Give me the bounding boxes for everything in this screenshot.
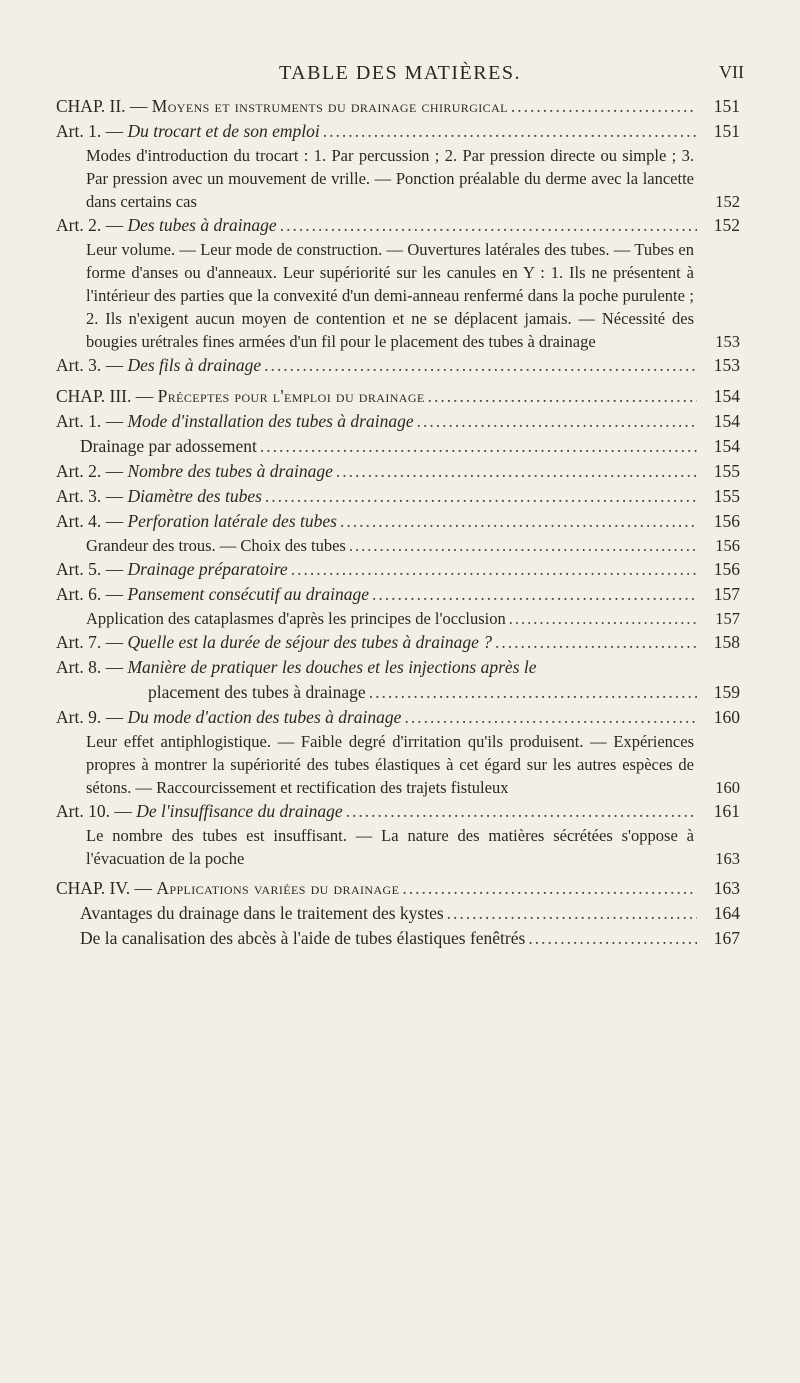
- subentry-title: De la canalisation des abcès à l'aide de tubes élastiques fenêtrés: [80, 928, 526, 948]
- toc-subentry[interactable]: [56, 926, 740, 951]
- chapter-number: CHAP. IV. —: [56, 878, 152, 898]
- toc-description: [56, 238, 740, 353]
- toc-article[interactable]: [56, 459, 740, 484]
- toc-description: [56, 824, 740, 870]
- page-number: 156: [715, 536, 740, 555]
- article-title: Pansement consécutif au drainage: [127, 584, 370, 604]
- article-number: Art. 6. —: [56, 584, 124, 604]
- toc-article[interactable]: [56, 509, 740, 534]
- leader-dots: [336, 459, 697, 484]
- leader-dots: [340, 509, 697, 534]
- chapter-title: Applications variées du drainage: [156, 878, 400, 898]
- article-number: Art. 4. —: [56, 511, 124, 531]
- description-text: Leur effet antiphlogistique. — Faible degré d'irritation qu'ils produisent. — Expériences propres à montrer la supériorité des tubes élastiques à cet égard sur les autres espèces de sétons. — Raccourcissement et rectification des trajets fistuleux: [86, 732, 694, 797]
- table-of-contents: [56, 88, 740, 951]
- toc-article[interactable]: [56, 799, 740, 824]
- description-text: Grandeur des trous. — Choix des tubes: [86, 536, 346, 555]
- page-number: 155: [713, 486, 740, 506]
- leader-dots: [372, 582, 697, 607]
- page-number: 152: [715, 192, 740, 211]
- page-number: 153: [715, 332, 740, 351]
- toc-description: [56, 534, 740, 557]
- article-title: Des fils à drainage: [127, 355, 262, 375]
- description-text: Application des cataplasmes d'après les principes de l'occlusion: [86, 609, 506, 628]
- toc-article[interactable]: [56, 705, 740, 730]
- page-number: 161: [713, 801, 740, 821]
- leader-dots: [280, 213, 697, 238]
- page-number: 154: [713, 411, 740, 431]
- article-number: Art. 5. —: [56, 559, 124, 579]
- toc-article[interactable]: [56, 353, 740, 378]
- toc-chapter-3[interactable]: [56, 384, 740, 409]
- leader-dots: [417, 409, 697, 434]
- leader-dots: [511, 94, 697, 119]
- leader-dots: [346, 799, 697, 824]
- article-number: Art. 10. —: [56, 801, 132, 821]
- article-title: Du trocart et de son emploi: [127, 121, 320, 141]
- toc-description: [56, 144, 740, 213]
- article-title-line2: placement des tubes à drainage: [148, 682, 366, 702]
- toc-article[interactable]: [56, 213, 740, 238]
- description-text: Leur volume. — Leur mode de construction. — Ouvertures latérales des tubes. — Tubes en forme d'anses ou d'anneaux. Leur supériorité sur les canules en Y : 1. Ils ne présentent à l'intérieur des parties que la convexité d'un demi-anneau renfermé dans la poche purulente ; 2. Ils n'exigent aucun moyen de contention et ne se déplacent jamais. — Nécessité des bougies urétrales fines armées d'un fil pour le placement des tubes à drainage: [86, 240, 694, 351]
- toc-article[interactable]: [56, 484, 740, 509]
- toc-description: [56, 607, 740, 630]
- article-number: Art. 3. —: [56, 355, 124, 375]
- article-title: Mode d'installation des tubes à drainage: [127, 411, 414, 431]
- toc-article-two-line[interactable]: [56, 655, 740, 705]
- article-number: Art. 7. —: [56, 632, 124, 652]
- description-text: Le nombre des tubes est insuffisant. — La nature des matières sécrétées s'oppose à l'évacuation de la poche: [86, 826, 694, 868]
- page-number: 167: [713, 928, 740, 948]
- page-number: 159: [713, 682, 740, 702]
- article-title: Perforation latérale des tubes: [127, 511, 337, 531]
- toc-article[interactable]: [56, 582, 740, 607]
- subentry-title: Drainage par adossement: [80, 436, 257, 456]
- toc-article[interactable]: [56, 409, 740, 434]
- leader-dots: [265, 484, 697, 509]
- toc-subentry[interactable]: [56, 901, 740, 926]
- page-folio: VII: [719, 62, 744, 82]
- article-number: Art. 8. —: [56, 657, 124, 677]
- page-number: 157: [713, 584, 740, 604]
- article-number: Art. 2. —: [56, 461, 124, 481]
- page-number: 164: [713, 903, 740, 923]
- article-number: Art. 1. —: [56, 411, 124, 431]
- article-number: Art. 3. —: [56, 486, 124, 506]
- toc-chapter-2[interactable]: [56, 94, 740, 119]
- leader-dots: [428, 384, 697, 409]
- article-number: Art. 2. —: [56, 215, 124, 235]
- leader-dots: [404, 705, 697, 730]
- toc-article[interactable]: [56, 119, 740, 144]
- page-number: 160: [713, 707, 740, 727]
- article-title: Quelle est la durée de séjour des tubes à drainage ?: [127, 632, 492, 652]
- article-title-line1: Manière de pratiquer les douches et les injections après le: [127, 657, 537, 677]
- leader-dots: [447, 901, 697, 926]
- article-number: Art. 9. —: [56, 707, 124, 727]
- leader-dots: [528, 926, 697, 951]
- page-number: 154: [713, 386, 740, 406]
- page-number: 156: [713, 511, 740, 531]
- leader-dots: [369, 680, 697, 705]
- page-number: 152: [713, 215, 740, 235]
- toc-description: [56, 730, 740, 799]
- article-title: Des tubes à drainage: [127, 215, 277, 235]
- running-title: TABLE DES MATIÈRES.: [279, 62, 521, 84]
- toc-chapter-4[interactable]: [56, 876, 740, 901]
- leader-dots: [402, 876, 697, 901]
- toc-subentry[interactable]: [56, 434, 740, 459]
- chapter-number: CHAP. III. —: [56, 386, 154, 406]
- page-number: 151: [713, 96, 740, 116]
- article-title: Diamètre des tubes: [127, 486, 262, 506]
- page-number: 160: [715, 778, 740, 797]
- chapter-title: Préceptes pour l'emploi du drainage: [157, 386, 425, 406]
- article-title: De l'insuffisance du drainage: [136, 801, 343, 821]
- page-number: 153: [713, 355, 740, 375]
- leader-dots: [495, 630, 697, 655]
- toc-article[interactable]: [56, 557, 740, 582]
- article-title: Du mode d'action des tubes à drainage: [127, 707, 402, 727]
- article-title: Drainage préparatoire: [127, 559, 288, 579]
- page-number: 158: [713, 632, 740, 652]
- chapter-title: Moyens et instruments du drainage chirurgical: [151, 96, 508, 116]
- page-number: 157: [715, 609, 740, 628]
- page-number: 154: [713, 436, 740, 456]
- page-number: 156: [713, 559, 740, 579]
- leader-dots: [260, 434, 697, 459]
- description-text: Modes d'introduction du trocart : 1. Par percussion ; 2. Par pression directe ou simple ; 3. Par pression avec un mouvement de vrille. — Ponction préalable du derme avec la lancette dans certains cas: [86, 146, 694, 211]
- leader-dots: [323, 119, 697, 144]
- page-number: 163: [713, 878, 740, 898]
- page-number: 155: [713, 461, 740, 481]
- chapter-number: CHAP. II. —: [56, 96, 148, 116]
- page-number: 163: [715, 849, 740, 868]
- leader-dots: [349, 534, 697, 557]
- toc-article[interactable]: [56, 630, 740, 655]
- leader-dots: [509, 607, 697, 630]
- article-number: Art. 1. —: [56, 121, 124, 141]
- leader-dots: [291, 557, 697, 582]
- article-title: Nombre des tubes à drainage: [127, 461, 333, 481]
- leader-dots: [264, 353, 697, 378]
- subentry-title: Avantages du drainage dans le traitement des kystes: [80, 903, 444, 923]
- page-number: 151: [713, 121, 740, 141]
